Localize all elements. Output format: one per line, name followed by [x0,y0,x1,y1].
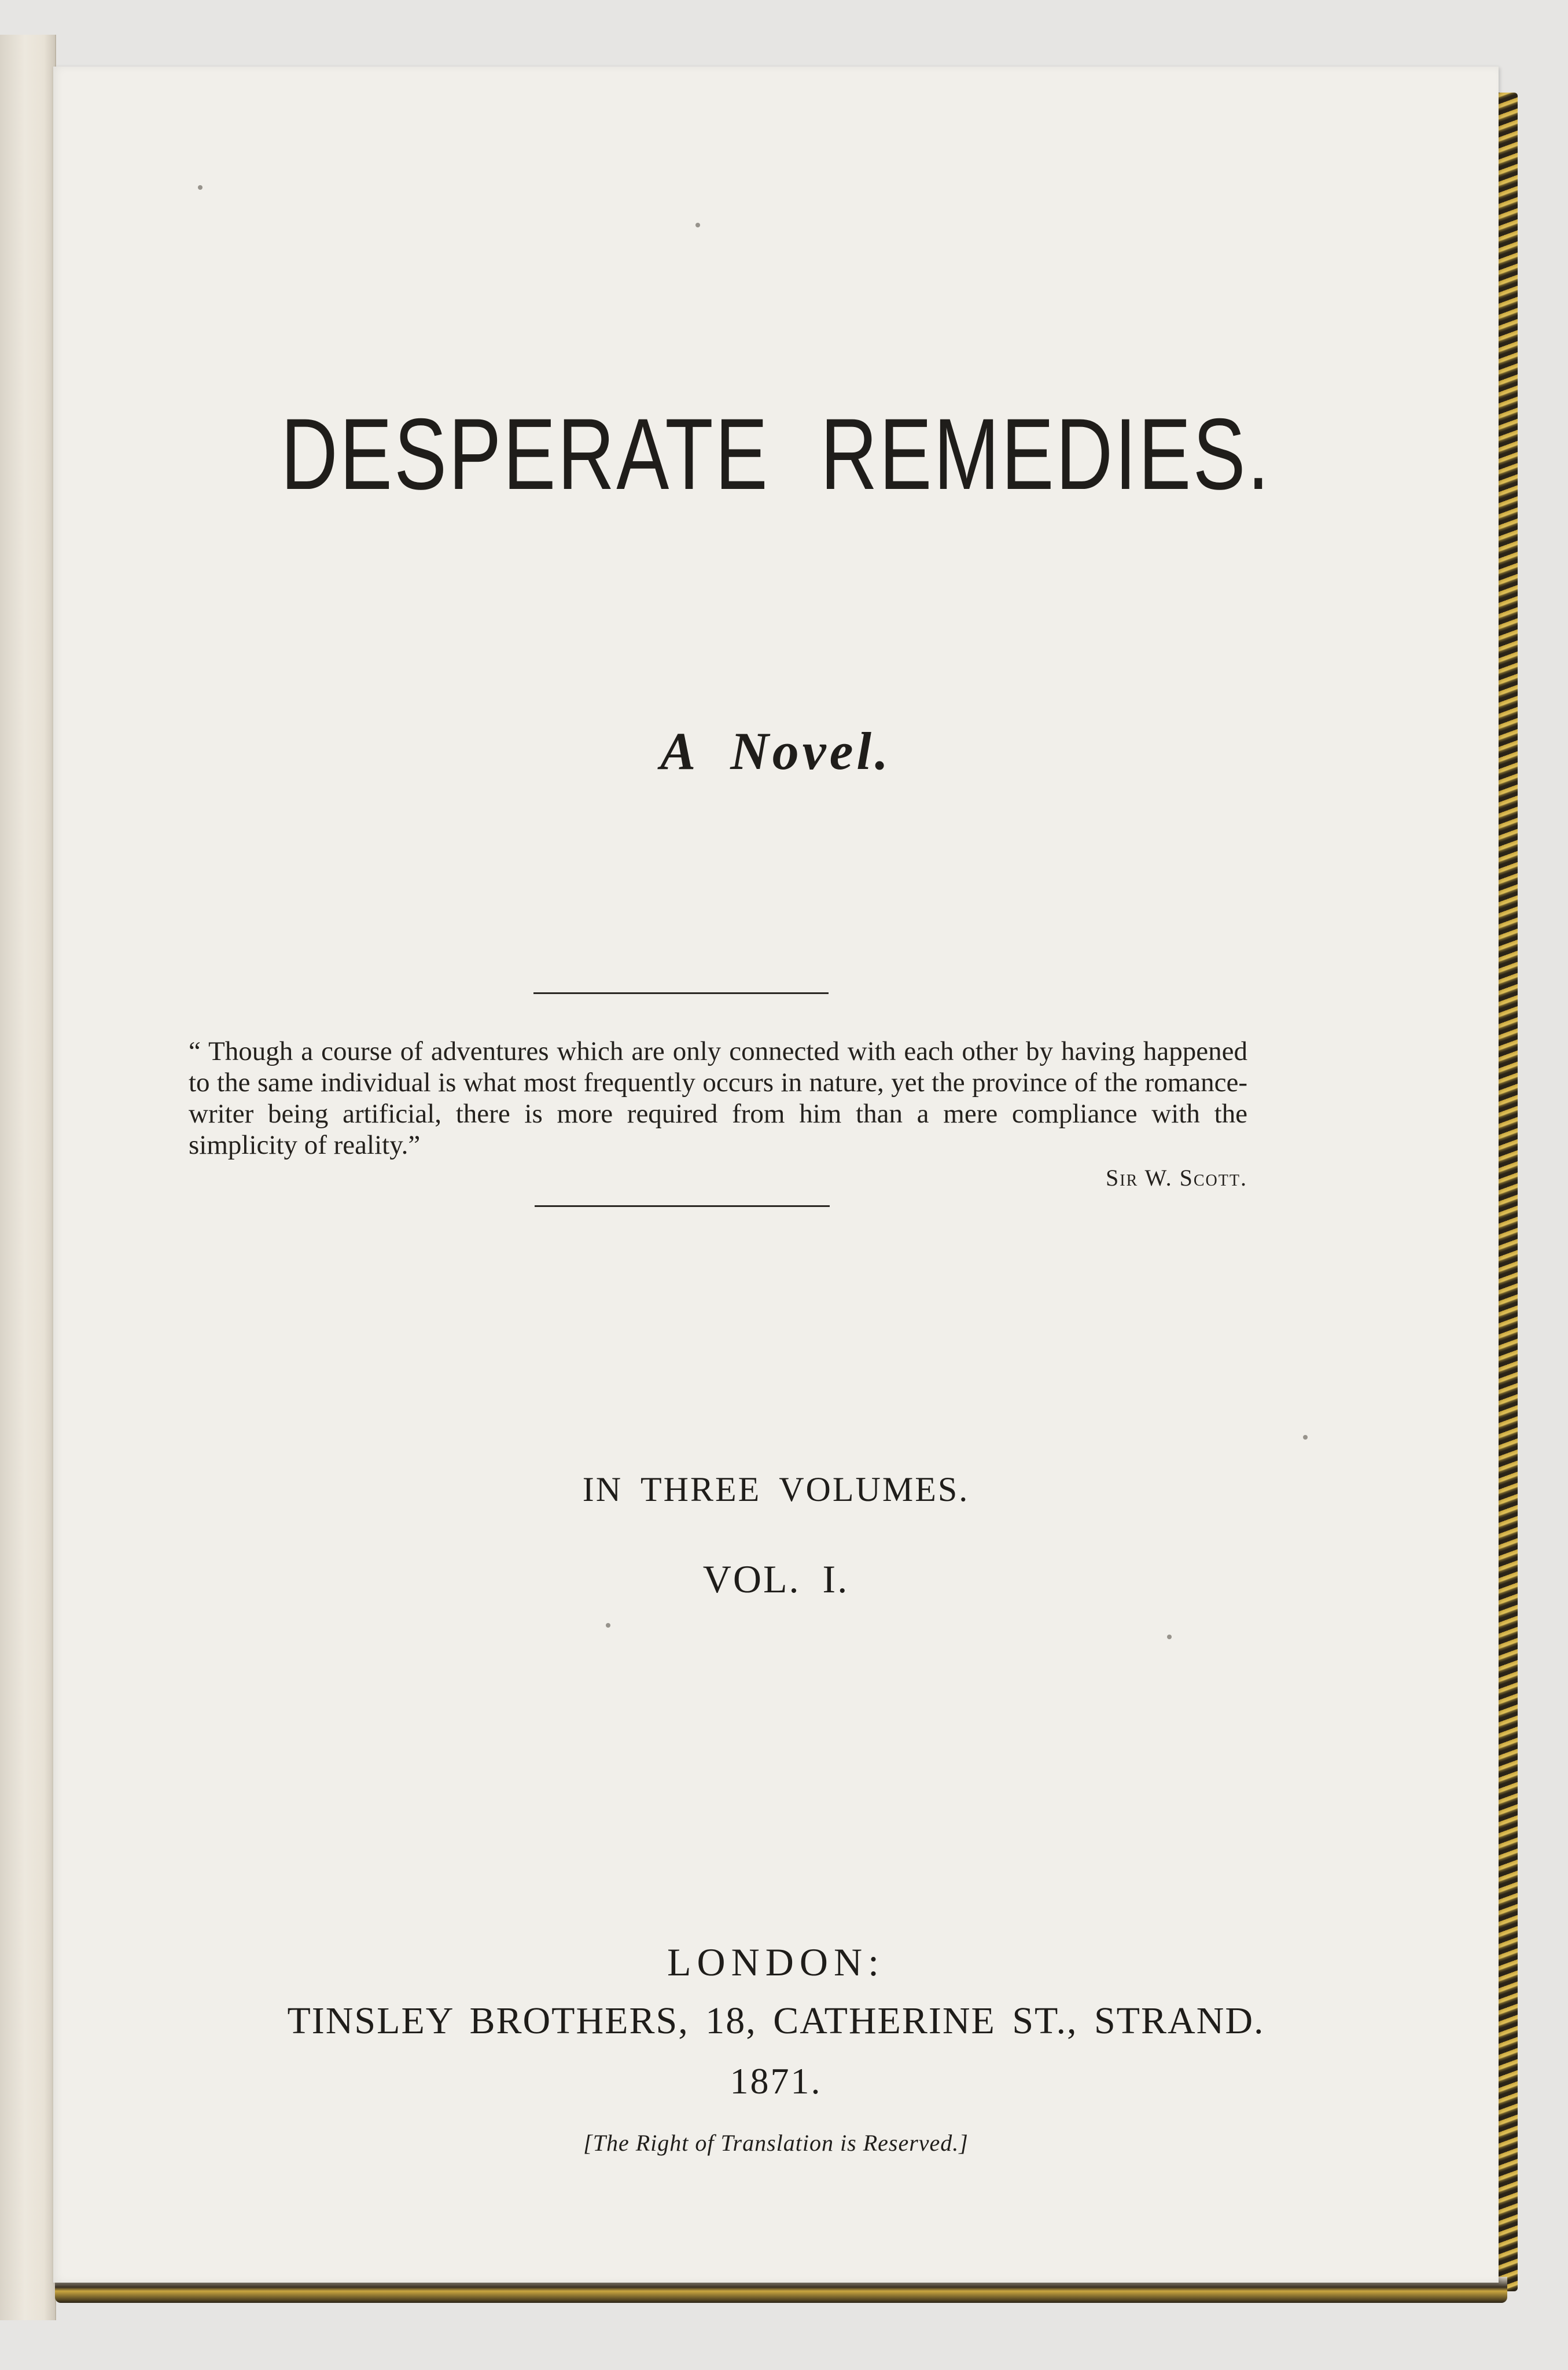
imprint-publisher: TINSLEY BROTHERS, 18, CATHERINE ST., STRAND. [287,2000,1265,2042]
paper-speck [695,223,700,227]
paper-speck [1167,1635,1172,1639]
paper-speck [1303,1435,1308,1440]
volumes-line: IN THREE VOLUMES. [582,1470,970,1508]
left-page-edge [0,35,56,2320]
book-title: DESPERATE REMEDIES. [281,398,1271,511]
epigraph-bottom-rule [535,1205,830,1207]
rights-notice: [The Right of Translation is Reserved.] [583,2130,969,2156]
imprint-city: LONDON: [667,1940,885,1984]
volume-number: VOL. I. [702,1557,849,1601]
title-page [53,67,1499,2283]
imprint-year: 1871. [730,2060,822,2102]
paper-speck [198,185,203,190]
epigraph-attribution: Sir W. Scott. [1106,1165,1247,1191]
book-subtitle: A Novel. [660,722,892,781]
epigraph-text: “ Though a course of adventures which are only connected with each other by having happened to the same individual is what most frequently occurs in nature, yet the province of the romance-writer being artificial, there is more required from him than a mere compliance with the simplicity of reality.” [189,1036,1247,1160]
epigraph-top-rule [533,992,829,994]
paper-speck [606,1623,610,1628]
